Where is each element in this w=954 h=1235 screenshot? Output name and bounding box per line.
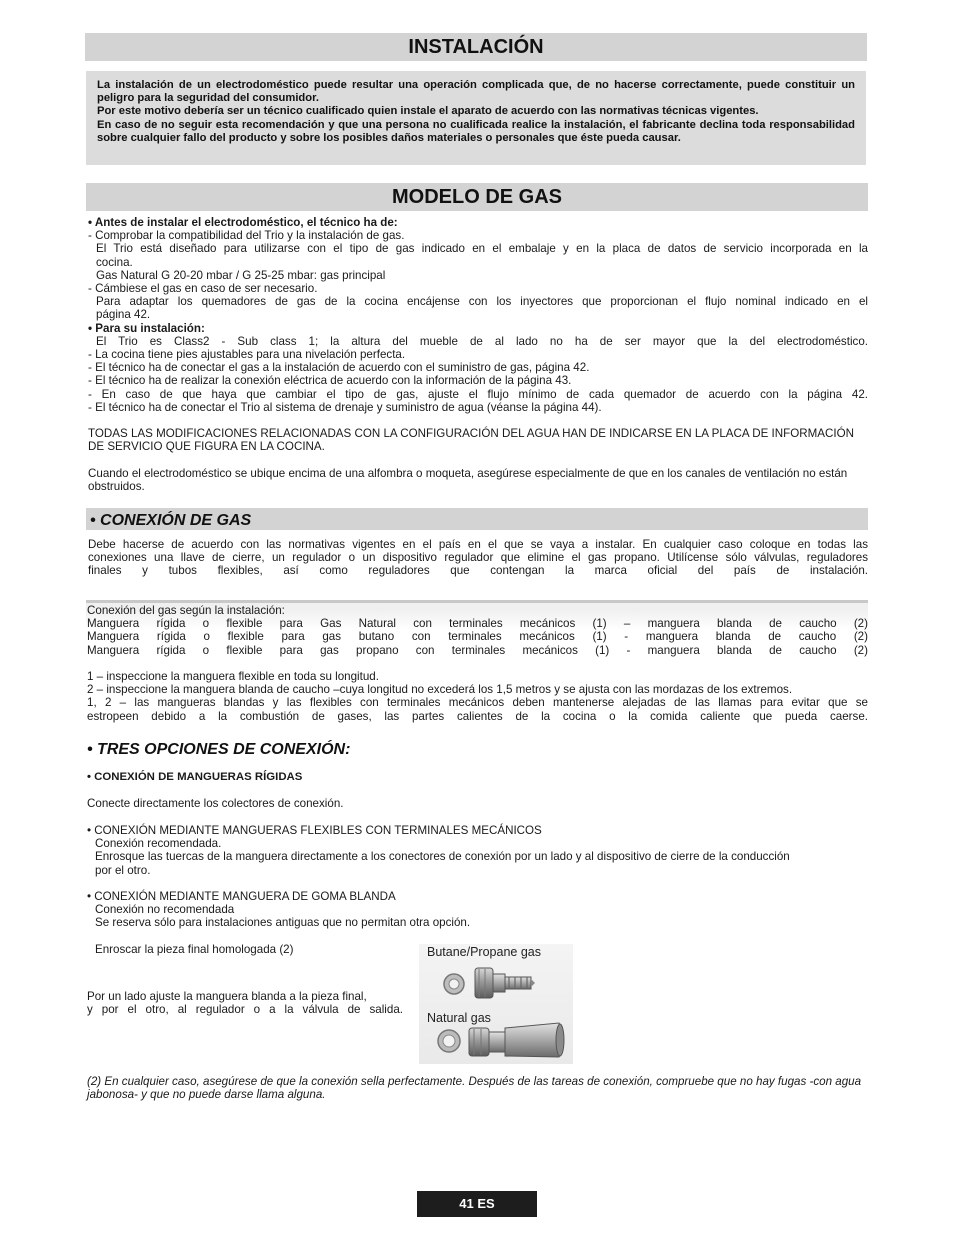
text-line: El Trio está diseñado para utilizarse con el tipo de gas indicado en el embalaje y en la placa de datos de servicio incorporada en la — [96, 242, 868, 256]
text-line: El Trio es Class2 - Sub class 1; la altura del mueble de al lado no ha de ser mayor que la del electrodoméstico. — [96, 334, 868, 348]
text-line: cocina. — [96, 255, 133, 269]
text-line: conexiones una llave de cierre, un regulador o un dispositivo regulador que elimine el gas propano. Utilícense sólo válvulas, reguladores — [88, 551, 868, 565]
text-line: Enrosque las tuercas de la manguera directamente a los conectores de conexión por un lado y al dispositivo de cierre de la conducción — [95, 850, 790, 864]
text-line: Por un lado ajuste la manguera blanda a la pieza final, — [87, 990, 367, 1003]
nota-final-text: (2) En cualquier caso, asegúrese de que la conexión sella perfectamente. Después de las tareas de conexión, compruebe que no hay fugas -con agua jabonosa- y que no puede darse llama alguna. — [87, 1075, 862, 1102]
page-number-badge: 41 ES — [417, 1191, 537, 1217]
text-line: y por el otro, al regulador o a la válvula de salida. — [87, 1003, 403, 1017]
text-line: Debe hacerse de acuerdo con las normativas vigentes en el país en el que se vaya a instalar. En cualquier caso coloque en todas las — [88, 538, 868, 551]
notice-paragraph: Por este motivo debería ser un técnico cualificado quien instale el aparato de acuerdo con las normativas técnicas vigentes. — [97, 105, 759, 118]
manguera-line: Manguera rígida o flexible para Gas Natural con terminales mecánicos (1) – manguera blanda de caucho (2) — [87, 617, 868, 631]
notice-paragraph: La instalación de un electrodoméstico puede resultar una operación complicada que, de no hacerse correctamente, puede constituir un peligro para la seguridad del consumidor. — [97, 79, 855, 105]
text-line: página 42. — [96, 308, 151, 322]
flexibles-section — [87, 824, 868, 877]
bullet-heading: • Para su instalación: — [88, 321, 205, 335]
bullet-heading: • Antes de instalar el electrodoméstico, el técnico ha de: — [88, 216, 398, 229]
subheading-flexibles: • CONEXIÓN MEDIANTE MANGUERAS FLEXIBLES CON TERMINALES MECÁNICOS — [87, 824, 542, 837]
butane-washer-icon — [444, 974, 464, 994]
gas-fittings-illustration — [419, 944, 573, 1064]
modelo-gas-body — [88, 216, 868, 414]
text-line: Conexión del gas según la instalación: — [87, 604, 285, 617]
ajuste-text — [87, 990, 403, 1016]
natural-gas-label: Natural gas — [427, 1011, 491, 1025]
gas-connector-photo — [419, 944, 573, 1064]
safety-notice-box — [86, 71, 866, 165]
text-line: - En caso de que haya que cambiar el tipo de gas, ajuste el flujo mínimo de cada quemador de acuerdo con la página 42. — [88, 387, 868, 401]
modificaciones-text: TODAS LAS MODIFICACIONES RELACIONADAS CON LA CONFIGURACIÓN DEL AGUA HAN DE INDICARSE EN LA PLACA DE INFORMACIÓN DE SERVICIO QUE FIGURA EN LA COCINA. — [88, 427, 854, 454]
text-line: - La cocina tiene pies ajustables para una nivelación perfecta. — [88, 348, 406, 362]
text-line: Conexión no recomendada — [95, 903, 235, 917]
butane-fitting-icon — [475, 968, 535, 998]
manguera-line: Manguera rígida o flexible para gas butano con terminales mecánicos (1) - manguera blanda de caucho (2) — [87, 630, 868, 644]
text-line: por el otro. — [95, 863, 151, 877]
text-line: estropeen debido a la combustión de gases, las partes calientes de la cocina o la comida caliente que pueda caerse. — [87, 709, 868, 723]
heading-modelo-de-gas: MODELO DE GAS — [86, 183, 868, 211]
alfombra-note — [88, 467, 868, 493]
subheading-goma: • CONEXIÓN MEDIANTE MANGUERA DE GOMA BLANDA — [87, 890, 396, 903]
text-line: Gas Natural G 20-20 mbar / G 25-25 mbar: gas principal — [96, 268, 386, 282]
text-line: - El técnico ha de conectar el gas a la instalación de acuerdo con el suministro de gas, página 42. — [88, 361, 590, 375]
conexion-tipos-list — [87, 604, 868, 657]
text-line: 1, 2 – las mangueras blandas y las flexibles con terminales mecánicos deben mantenerse alejadas de las llamas para evitar que se — [87, 696, 868, 710]
heading-tres-opciones: • TRES OPCIONES DE CONEXIÓN: — [87, 741, 351, 758]
inspeccion-notes — [87, 670, 868, 723]
heading-instalacion: INSTALACIÓN — [85, 33, 867, 61]
text-line: Conexión recomendada. — [95, 837, 222, 851]
text-line: Para adaptar los quemadores de gas de la cocina encájense con los inyectores que proporcionan el flujo nominal indicado en el — [96, 295, 868, 309]
text-line: - Comprobar la compatibilidad del Trio y la instalación de gas. — [88, 229, 405, 243]
text-line: 2 – inspeccione la manguera blanda de caucho –cuya longitud no excederá los 1,5 metros y se ajusta con las mordazas de los extremos. — [87, 683, 793, 697]
modificaciones-note — [88, 427, 868, 453]
subheading-rigidas: • CONEXIÓN DE MANGUERAS RÍGIDAS — [87, 771, 303, 783]
text-line: - El técnico ha de conectar el Trio al sistema de drenaje y suministro de agua (véanse la página 44). — [88, 400, 602, 414]
natural-fitting-icon — [469, 1023, 564, 1057]
conexion-gas-intro — [88, 538, 868, 578]
text-line: finales y tubos flexibles, así como reguladores que contengan la marca oficial del país de instalación. — [88, 564, 868, 578]
natural-washer-icon — [438, 1030, 460, 1052]
rigidas-text: Conecte directamente los colectores de conexión. — [87, 797, 344, 810]
enroscar-text: Enroscar la pieza final homologada (2) — [95, 943, 294, 956]
goma-section — [87, 890, 868, 930]
nota-final — [87, 1075, 868, 1101]
heading-conexion-de-gas: • CONEXIÓN DE GAS — [86, 508, 868, 530]
alfombra-text: Cuando el electrodoméstico se ubique encima de una alfombra o moqueta, asegúrese especialmente de que en los canales de ventilación no están obstruidos. — [88, 467, 848, 494]
notice-paragraph: En caso de no seguir esta recomendación y que una persona no cualificada realice la instalación, el fabricante declina toda responsabilidad sobre cualquier fallo del producto y sobre los posibles daños materiales o personales que éste pueda causar. — [97, 118, 855, 144]
text-line: - El técnico ha de realizar la conexión eléctrica de acuerdo con la información de la página 43. — [88, 374, 572, 388]
butane-propane-label: Butane/Propane gas — [427, 945, 541, 959]
text-line: Se reserva sólo para instalaciones antiguas que no permitan otra opción. — [95, 916, 471, 930]
manguera-line: Manguera rígida o flexible para gas propano con terminales mecánicos (1) - manguera blanda de caucho (2) — [87, 643, 868, 657]
text-line: 1 – inspeccione la manguera flexible en toda su longitud. — [87, 670, 379, 683]
text-line: - Cámbiese el gas en caso de ser necesario. — [88, 282, 318, 296]
